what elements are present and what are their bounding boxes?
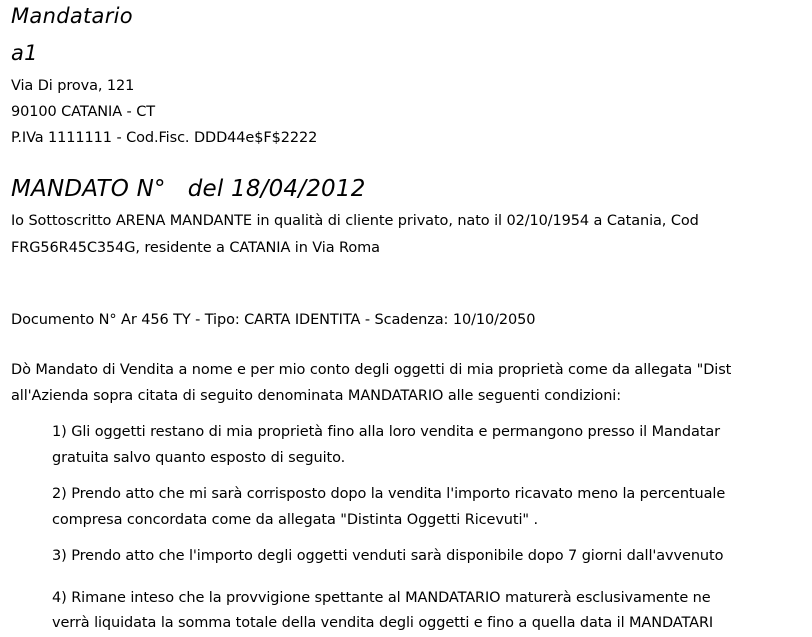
- mandate-title-prefix: MANDATO N°: [11, 176, 166, 202]
- condition-4-line-1: 4) Rimane inteso che la provvigione spettante al MANDATARIO maturerà esclusivamente ne: [52, 590, 711, 606]
- intro-line-2: FRG56R45C354G, residente a CATANIA in Via Roma: [11, 240, 380, 256]
- city-line: 90100 CATANIA - CT: [11, 104, 155, 120]
- condition-2-line-2: compresa concordata come da allegata "Distinta Oggetti Ricevuti" .: [52, 512, 538, 528]
- mandate-title-date: del 18/04/2012: [187, 176, 366, 202]
- document-line: Documento N° Ar 456 TY - Tipo: CARTA IDENTITA - Scadenza: 10/10/2050: [11, 312, 536, 328]
- condition-1-line-1: 1) Gli oggetti restano di mia proprietà fino alla loro vendita e permangono presso il Mandatar: [52, 424, 720, 440]
- mandate-line-2: all'Azienda sopra citata di seguito denominata MANDATARIO alle seguenti condizioni:: [11, 388, 621, 404]
- mandate-line-1: Dò Mandato di Vendita a nome e per mio conto degli oggetti di mia proprietà come da allegata "Dist: [11, 362, 732, 378]
- condition-4-line-2: verrà liquidata la somma totale della vendita degli oggetti e fino a quella data il MANDATARI: [52, 615, 714, 631]
- intro-line-1: Io Sottoscritto ARENA MANDANTE in qualità di cliente privato, nato il 02/10/1954 a Catania, Cod: [11, 213, 699, 229]
- condition-2-line-1: 2) Prendo atto che mi sarà corrisposto dopo la vendita l'importo ricavato meno la percentuale: [52, 486, 726, 502]
- condition-1-line-2: gratuita salvo quanto esposto di seguito.: [52, 450, 346, 466]
- tax-line: P.IVa 1111111 - Cod.Fisc. DDD44e$F$2222: [11, 130, 318, 146]
- header-title: Mandatario: [11, 4, 133, 28]
- condition-3-line-1: 3) Prendo atto che l'importo degli oggetti venduti sarà disponibile dopo 7 giorni dall'avvenuto: [52, 548, 724, 564]
- address-line: Via Di prova, 121: [11, 78, 135, 94]
- company-name: a1: [11, 41, 38, 65]
- mandate-title: [11, 176, 366, 202]
